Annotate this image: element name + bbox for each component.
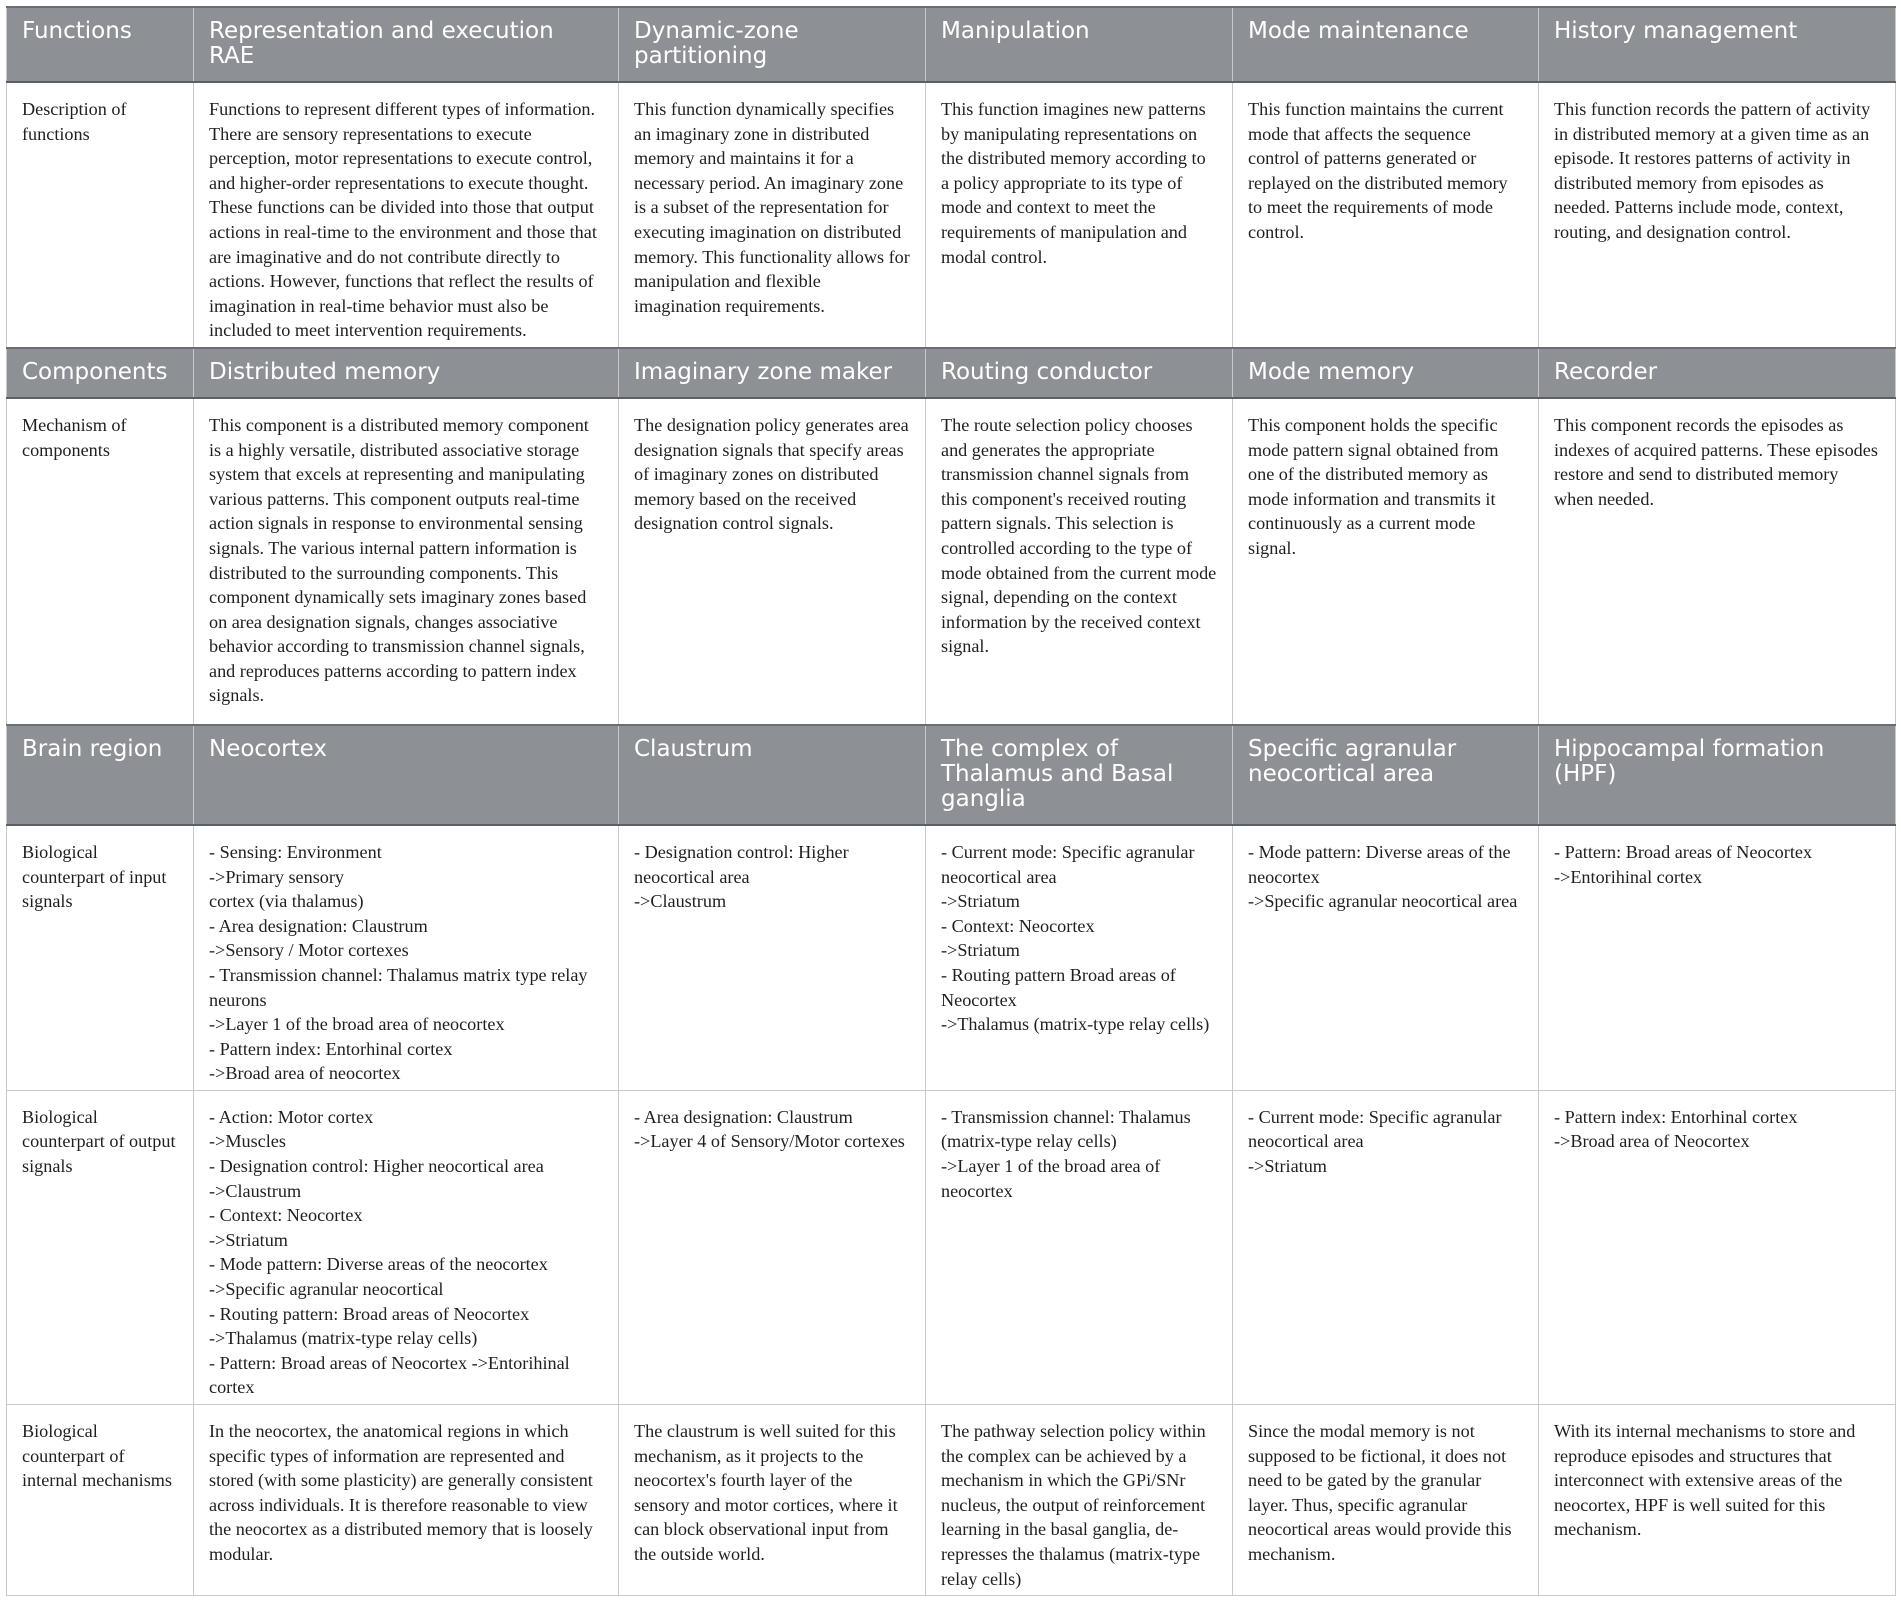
table-cell: This component is a distributed memory component is a highly versatile, distributed associative storage system that excels at representing and manipulating various patterns. This component outputs real-time action signals in response to environmental sensing signals. The various internal pattern information is distributed to the surrounding components. This component dynamically sets imaginary zones based on area designation signals, changes associative behavior according to transmission channel signals, and reproduces patterns according to pattern index signals. [194,398,619,725]
table-row [7,825,1896,1090]
header-cell: Brain region [7,725,194,825]
table-cell: - Designation control: Higher neocortical area ->Claustrum [619,825,926,1090]
header-cell: The complex of Thalamus and Basal ganglia [926,725,1233,825]
table-cell: This function dynamically specifies an imaginary zone in distributed memory and maintains it for a necessary period. An imaginary zone is a subset of the representation for executing imagination on distributed memory. This functionality allows for manipulation and flexible imagination requirements. [619,82,926,348]
table-cell: - Area designation: Claustrum ->Layer 4 of Sensory/Motor cortexes [619,1090,926,1404]
functions-header-row [7,7,1896,82]
table-row [7,1090,1896,1404]
table-cell: - Transmission channel: Thalamus (matrix-type relay cells) ->Layer 1 of the broad area of neocortex [926,1090,1233,1404]
header-cell: Claustrum [619,725,926,825]
row-label: Biological counterpart of internal mechanisms [7,1405,194,1596]
table-cell: - Sensing: Environment ->Primary sensory cortex (via thalamus) - Area designation: Claustrum ->Sensory / Motor cortexes - Transmission channel: Thalamus matrix type relay neurons ->Layer 1 of the broad area of neocortex - Pattern index: Entorhinal cortex ->Broad area of neocortex [194,825,619,1090]
header-cell: Functions [7,7,194,82]
header-cell: Imaginary zone maker [619,348,926,398]
table-cell: The claustrum is well suited for this mechanism, as it projects to the neocortex's fourth layer of the sensory and motor cortices, where it can block observational input from the outside world. [619,1405,926,1596]
table-cell: This function imagines new patterns by manipulating representations on the distributed memory according to a policy appropriate to its type of mode and context to meet the requirements of manipulation and modal control. [926,82,1233,348]
row-label: Biological counterpart of input signals [7,825,194,1090]
table-cell: The designation policy generates area designation signals that specify areas of imaginary zones on distributed memory based on the received designation control signals. [619,398,926,725]
table-cell: In the neocortex, the anatomical regions in which specific types of information are represented and stored (with some plasticity) are generally consistent across individuals. It is therefore reasonable to view the neocortex as a distributed memory that is loosely modular. [194,1405,619,1596]
header-cell: Mode maintenance [1233,7,1539,82]
table-cell: This component holds the specific mode pattern signal obtained from one of the distributed memory as mode information and transmits it continuously as a current mode signal. [1233,398,1539,725]
header-cell: Neocortex [194,725,619,825]
header-cell: Dynamic-zone partitioning [619,7,926,82]
table-cell: With its internal mechanisms to store and reproduce episodes and structures that interconnect with extensive areas of the neocortex, HPF is well suited for this mechanism. [1539,1405,1896,1596]
header-cell: Distributed memory [194,348,619,398]
header-cell: Representation and execution RAE [194,7,619,82]
table-cell: - Current mode: Specific agranular neocortical area ->Striatum [1233,1090,1539,1404]
header-cell: History management [1539,7,1896,82]
row-label: Biological counterpart of output signals [7,1090,194,1404]
table-row [7,1405,1896,1596]
header-cell: Routing conductor [926,348,1233,398]
table-row [7,82,1896,348]
table-cell: - Pattern: Broad areas of Neocortex ->Entorihinal cortex [1539,825,1896,1090]
row-label: Description of functions [7,82,194,348]
table-cell: This function records the pattern of activity in distributed memory at a given time as an episode. It restores patterns of activity in distributed memory from episodes as needed. Patterns include mode, context, routing, and designation control. [1539,82,1896,348]
header-cell: Hippocampal formation (HPF) [1539,725,1896,825]
table-cell: Functions to represent different types of information. There are sensory representations to execute perception, motor representations to execute control, and higher-order representations to execute thought. These functions can be divided into those that output actions in real-time to the environment and those that are imaginative and do not contribute directly to actions. However, functions that reflect the results of imagination in real-time behavior must also be included to meet intervention requirements. [194,82,619,348]
header-cell: Recorder [1539,348,1896,398]
header-cell: Mode memory [1233,348,1539,398]
table-cell: - Pattern index: Entorhinal cortex ->Broad area of Neocortex [1539,1090,1896,1404]
table-cell: Since the modal memory is not supposed to be fictional, it does not need to be gated by the granular layer. Thus, specific agranular neocortical areas would provide this mechanism. [1233,1405,1539,1596]
table-cell: The pathway selection policy within the complex can be achieved by a mechanism in which the GPi/SNr nucleus, the output of reinforcement learning in the basal ganglia, de-represses the thalamus (matrix-type relay cells) [926,1405,1233,1596]
table-cell: This component records the episodes as indexes of acquired patterns. These episodes restore and send to distributed memory when needed. [1539,398,1896,725]
header-cell: Specific agranular neocortical area [1233,725,1539,825]
header-cell: Manipulation [926,7,1233,82]
brain-region-header-row [7,725,1896,825]
table-cell: This function maintains the current mode that affects the sequence control of patterns generated or replayed on the distributed memory to meet the requirements of mode control. [1233,82,1539,348]
header-cell: Components [7,348,194,398]
document-page [6,6,1895,1596]
components-header-row [7,348,1896,398]
table-cell: The route selection policy chooses and generates the appropriate transmission channel signals from this component's received routing pattern signals. This selection is controlled according to the type of mode obtained from the current mode signal, depending on the context information by the received context signal. [926,398,1233,725]
table-row [7,398,1896,725]
brain-architecture-table [6,6,1896,1596]
table-cell: - Mode pattern: Diverse areas of the neocortex ->Specific agranular neocortical area [1233,825,1539,1090]
table-cell: - Current mode: Specific agranular neocortical area ->Striatum - Context: Neocortex ->Striatum - Routing pattern Broad areas of Neocortex ->Thalamus (matrix-type relay cells) [926,825,1233,1090]
row-label: Mechanism of components [7,398,194,725]
table-cell: - Action: Motor cortex ->Muscles - Designation control: Higher neocortical area ->Claustrum - Context: Neocortex ->Striatum - Mode pattern: Diverse areas of the neocortex ->Specific agranular neocortical - Routing pattern: Broad areas of Neocortex ->Thalamus (matrix-type relay cells) - Pattern: Broad areas of Neocortex ->Entorihinal cortex [194,1090,619,1404]
